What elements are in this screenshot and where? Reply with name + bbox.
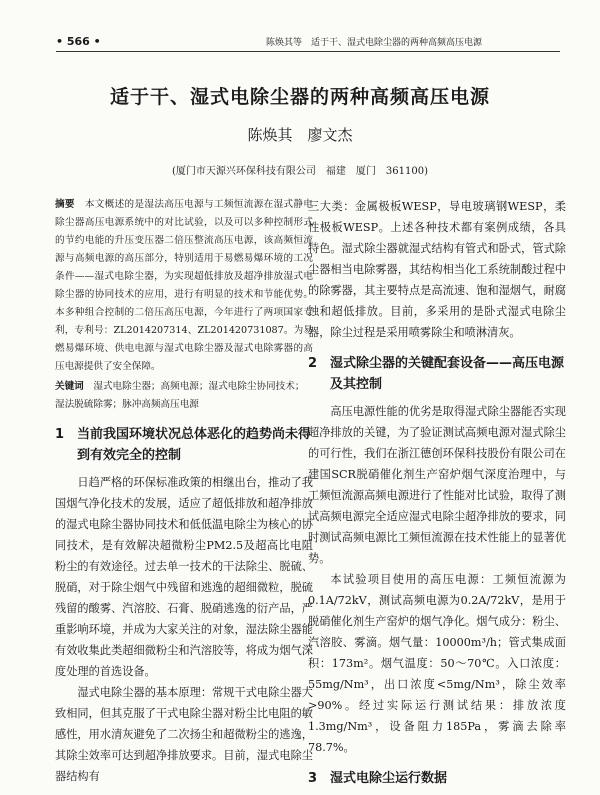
- section-1-paragraph: 湿式电除尘器的基本原理：常规干式电除尘器大致相同，但其克服了干式电除尘器对粉尘比电阻的敏感性，用水清灰避免了二次扬尘和超微粉尘的逃逸，其除尘效率可达到超净排放要求。目前，湿式电除尘器结构有: [55, 686, 313, 783]
- section-1-continuation: 三大类：金属极板WESP，导电玻璃钢WESP，柔性极板WESP。上述各种技术都有案例成绩，各具特色。湿式除尘器就湿式结构有管式和卧式，管式除尘器相当电除雾器，其结构相当化工系统制酸过程中的除雾器，其主要特点是高流速、饱和湿烟气，耐腐蚀和超低排放。目前，多采用的是卧式湿式电除尘器，除尘过程是采用喷雾除尘和喷淋清灰。: [308, 200, 566, 339]
- keywords-text: 湿式电除尘器；高频电源；湿式电除尘协同技术；湿法脱硫除雾；脉冲高频高压电源: [55, 381, 305, 410]
- left-column: [55, 196, 313, 787]
- paper-title: 适于干、湿式电除尘器的两种高频高压电源: [109, 86, 490, 108]
- section-1-paragraph: 日趋严格的环保标准政策的相继出台，推动了我国烟气净化技术的发展，适应了超低排放和超净排放的湿式电除尘器协同技术和低低温电除尘为核心的协同技术，是有效解决超微粉尘PM2.5及超高比电阻粉尘的有效途径。过去单一技术的干法除尘、脱硫、脱硝，对于除尘烟气中残留和逃逸的超细微粒，脱硫残留的酸雾、汽溶胶、石膏、脱硝逃逸的衍产品，严重影响环境，并成为大家关注的对象，湿法除尘器能有效收集此类超细微粉尘和汽溶胶等，将成为烟气深度处理的首选设备。: [55, 476, 313, 678]
- abstract-label: 摘要: [55, 199, 75, 210]
- section-3-heading: [308, 768, 566, 789]
- section-1-number: 1: [55, 427, 65, 442]
- section-1-title: 当前我国环境状况总体恶化的趋势尚未得到有效完全的控制: [77, 427, 312, 463]
- authors: 陈焕其 廖文杰: [247, 126, 353, 144]
- section-2-paragraph: 本试验项目使用的高压电源：工频恒流源为0.1A/72kV，测试高频电源为0.2A/72kV，是用于脱硝催化剂生产窑炉的烟气净化。烟气成分：粉尘、汽溶胶、雾滴。烟气量：10000m³/h；管式集成面积：173m²。烟气温度：50～70℃。入口浓度：55mg/Nm³，出口浓度<5mg/Nm³，除尘效率>90%。经过实际运行测试结果：排放浓度1.3mg/Nm³，设备阻力185Pa，雾滴去除率78.7%。: [308, 573, 566, 754]
- section-3-title: 湿式电除尘运行数据: [330, 771, 448, 786]
- page-number: • 566 •: [56, 35, 101, 48]
- right-column: [308, 196, 566, 795]
- affiliation: (厦门市天源兴环保科技有限公司 福建 厦门 361100): [172, 166, 428, 177]
- abstract: [55, 196, 313, 376]
- section-2-heading: [308, 353, 566, 395]
- section-2-number: 2: [308, 356, 318, 371]
- section-2-paragraph: 高压电源性能的优劣是取得湿式除尘器能否实现超净排放的关键，为了验证测试高频电源对湿式除尘的可行性，我们在浙江德创环保科技股份有限公司在建国SCR脱硝催化剂生产窑炉烟气深度治理中，与工频恒流源高频电源进行了性能对比试验，取得了测试高频电源完全适应湿式电除尘超净排放的要求，同时测试高频电源比工频恒流源在技术性能上的显著优势。: [308, 405, 566, 565]
- abstract-text: 本文概述的是湿法高压电源与工频恒流源在湿式静电除尘器高压电源系统中的对比试验，以及可以多种控制形式的节约电能的升压变压器二倍压整流高压电源，该高频恒流源与高频电源的高压部分，特别适用于易燃易爆环境的工况条件——湿式电除尘器，为实现超低排放及超净排放湿式电除尘器的协同技术的应用，进行有明显的技术和节能优势。本多种组合控制的二倍压高压电源，今年进行了两项国家专利，专利号：ZL2014207314、ZL201420731087。为易燃易爆环境、供电电源与湿式电除尘器及湿式电除雾器的高压电源提供了安全保障。: [55, 199, 314, 372]
- section-1-heading: [55, 424, 313, 466]
- section-3-number: 3: [308, 771, 318, 786]
- running-title: 陈焕其等 适于干、湿式电除尘器的两种高频高压电源: [266, 38, 483, 48]
- keywords-label: 关键词: [55, 381, 84, 392]
- page-header: [56, 30, 560, 52]
- keywords: [55, 378, 313, 414]
- section-2-title: 湿式除尘器的关键配套设备——高压电源及其控制: [330, 356, 565, 392]
